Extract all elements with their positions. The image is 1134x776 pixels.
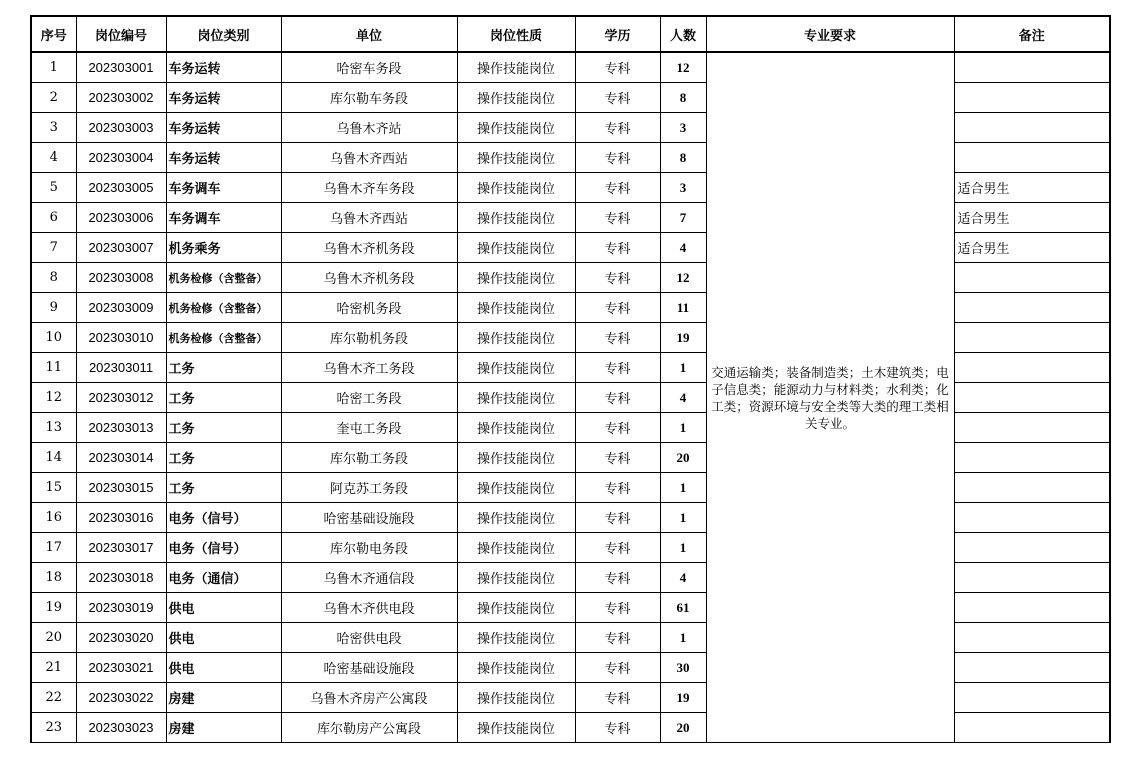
cell-seq: 4: [31, 143, 76, 173]
cell-count: 1: [660, 503, 706, 533]
cell-unit: 库尔勒电务段: [281, 533, 457, 563]
cell-remark: [954, 383, 1110, 413]
cell-count: 1: [660, 623, 706, 653]
cell-education: 专科: [575, 263, 660, 293]
cell-remark: [954, 113, 1110, 143]
cell-seq: 7: [31, 233, 76, 263]
header-unit: 单位: [281, 16, 457, 52]
cell-code: 202303007: [76, 233, 166, 263]
cell-remark: [954, 83, 1110, 113]
cell-category: 机务检修（含整备）: [166, 323, 281, 353]
cell-code: 202303021: [76, 653, 166, 683]
cell-remark: 适合男生: [954, 173, 1110, 203]
cell-nature: 操作技能岗位: [457, 323, 575, 353]
cell-count: 7: [660, 203, 706, 233]
cell-remark: [954, 443, 1110, 473]
cell-code: 202303013: [76, 413, 166, 443]
cell-seq: 19: [31, 593, 76, 623]
cell-seq: 1: [31, 52, 76, 83]
cell-category: 供电: [166, 623, 281, 653]
cell-unit: 乌鲁木齐西站: [281, 203, 457, 233]
cell-code: 202303006: [76, 203, 166, 233]
cell-unit: 库尔勒车务段: [281, 83, 457, 113]
cell-count: 8: [660, 143, 706, 173]
cell-count: 12: [660, 263, 706, 293]
cell-seq: 16: [31, 503, 76, 533]
header-major: 专业要求: [706, 16, 954, 52]
cell-count: 4: [660, 233, 706, 263]
cell-code: 202303020: [76, 623, 166, 653]
cell-count: 19: [660, 323, 706, 353]
cell-seq: 15: [31, 473, 76, 503]
cell-seq: 8: [31, 263, 76, 293]
cell-nature: 操作技能岗位: [457, 52, 575, 83]
cell-category: 车务运转: [166, 52, 281, 83]
cell-count: 1: [660, 353, 706, 383]
header-code: 岗位编号: [76, 16, 166, 52]
cell-count: 1: [660, 413, 706, 443]
cell-nature: 操作技能岗位: [457, 683, 575, 713]
cell-code: 202303009: [76, 293, 166, 323]
cell-remark: [954, 653, 1110, 683]
cell-code: 202303011: [76, 353, 166, 383]
cell-nature: 操作技能岗位: [457, 623, 575, 653]
table-row: [31, 52, 1110, 83]
cell-remark: [954, 713, 1110, 743]
cell-code: 202303016: [76, 503, 166, 533]
cell-category: 机务乘务: [166, 233, 281, 263]
cell-seq: 17: [31, 533, 76, 563]
cell-unit: 哈密工务段: [281, 383, 457, 413]
cell-unit: 乌鲁木齐站: [281, 113, 457, 143]
cell-code: 202303023: [76, 713, 166, 743]
table-body: [31, 52, 1110, 743]
cell-education: 专科: [575, 113, 660, 143]
cell-nature: 操作技能岗位: [457, 143, 575, 173]
cell-count: 4: [660, 563, 706, 593]
cell-education: 专科: [575, 683, 660, 713]
header-count: 人数: [660, 16, 706, 52]
cell-nature: 操作技能岗位: [457, 473, 575, 503]
cell-seq: 14: [31, 443, 76, 473]
cell-nature: 操作技能岗位: [457, 383, 575, 413]
cell-code: 202303018: [76, 563, 166, 593]
cell-nature: 操作技能岗位: [457, 533, 575, 563]
cell-nature: 操作技能岗位: [457, 413, 575, 443]
cell-category: 房建: [166, 713, 281, 743]
cell-seq: 22: [31, 683, 76, 713]
cell-nature: 操作技能岗位: [457, 263, 575, 293]
cell-count: 3: [660, 113, 706, 143]
cell-education: 专科: [575, 443, 660, 473]
header-remark: 备注: [954, 16, 1110, 52]
header-category: 岗位类别: [166, 16, 281, 52]
cell-nature: 操作技能岗位: [457, 83, 575, 113]
cell-unit: 乌鲁木齐供电段: [281, 593, 457, 623]
positions-table: [30, 15, 1111, 743]
cell-code: 202303015: [76, 473, 166, 503]
cell-count: 11: [660, 293, 706, 323]
header-seq: 序号: [31, 16, 76, 52]
cell-category: 工务: [166, 473, 281, 503]
cell-education: 专科: [575, 233, 660, 263]
cell-remark: [954, 353, 1110, 383]
cell-seq: 23: [31, 713, 76, 743]
cell-education: 专科: [575, 293, 660, 323]
cell-category: 电务（通信）: [166, 563, 281, 593]
cell-education: 专科: [575, 473, 660, 503]
cell-nature: 操作技能岗位: [457, 353, 575, 383]
cell-education: 专科: [575, 83, 660, 113]
cell-seq: 3: [31, 113, 76, 143]
cell-education: 专科: [575, 713, 660, 743]
cell-remark: [954, 52, 1110, 83]
cell-education: 专科: [575, 593, 660, 623]
cell-remark: [954, 263, 1110, 293]
cell-code: 202303002: [76, 83, 166, 113]
cell-major-requirement: 交通运输类；装备制造类；土木建筑类；电子信息类；能源动力与材料类；水利类；化工类；资源环境与安全类等大类的理工类相关专业。: [706, 52, 954, 743]
cell-education: 专科: [575, 413, 660, 443]
cell-unit: 哈密供电段: [281, 623, 457, 653]
cell-count: 12: [660, 52, 706, 83]
cell-education: 专科: [575, 203, 660, 233]
cell-remark: [954, 413, 1110, 443]
cell-remark: [954, 143, 1110, 173]
cell-seq: 13: [31, 413, 76, 443]
cell-education: 专科: [575, 383, 660, 413]
cell-nature: 操作技能岗位: [457, 443, 575, 473]
cell-count: 8: [660, 83, 706, 113]
cell-education: 专科: [575, 173, 660, 203]
cell-remark: [954, 293, 1110, 323]
cell-unit: 乌鲁木齐西站: [281, 143, 457, 173]
cell-count: 1: [660, 473, 706, 503]
cell-education: 专科: [575, 323, 660, 353]
cell-category: 车务调车: [166, 203, 281, 233]
cell-count: 3: [660, 173, 706, 203]
cell-education: 专科: [575, 533, 660, 563]
cell-unit: 阿克苏工务段: [281, 473, 457, 503]
cell-count: 1: [660, 533, 706, 563]
cell-nature: 操作技能岗位: [457, 173, 575, 203]
cell-nature: 操作技能岗位: [457, 503, 575, 533]
cell-category: 供电: [166, 593, 281, 623]
cell-remark: [954, 323, 1110, 353]
cell-education: 专科: [575, 503, 660, 533]
cell-category: 电务（信号）: [166, 503, 281, 533]
cell-remark: 适合男生: [954, 203, 1110, 233]
cell-seq: 21: [31, 653, 76, 683]
cell-education: 专科: [575, 143, 660, 173]
cell-code: 202303022: [76, 683, 166, 713]
cell-code: 202303001: [76, 52, 166, 83]
cell-unit: 哈密基础设施段: [281, 653, 457, 683]
cell-unit: 乌鲁木齐车务段: [281, 173, 457, 203]
cell-count: 19: [660, 683, 706, 713]
cell-remark: [954, 473, 1110, 503]
cell-count: 4: [660, 383, 706, 413]
cell-count: 20: [660, 713, 706, 743]
cell-seq: 2: [31, 83, 76, 113]
cell-code: 202303003: [76, 113, 166, 143]
cell-unit: 哈密机务段: [281, 293, 457, 323]
cell-code: 202303010: [76, 323, 166, 353]
cell-education: 专科: [575, 353, 660, 383]
cell-unit: 乌鲁木齐机务段: [281, 263, 457, 293]
cell-seq: 20: [31, 623, 76, 653]
cell-unit: 哈密基础设施段: [281, 503, 457, 533]
cell-code: 202303019: [76, 593, 166, 623]
cell-count: 20: [660, 443, 706, 473]
cell-education: 专科: [575, 623, 660, 653]
cell-nature: 操作技能岗位: [457, 113, 575, 143]
cell-code: 202303017: [76, 533, 166, 563]
cell-count: 61: [660, 593, 706, 623]
cell-code: 202303014: [76, 443, 166, 473]
cell-seq: 5: [31, 173, 76, 203]
cell-seq: 18: [31, 563, 76, 593]
cell-category: 工务: [166, 413, 281, 443]
cell-unit: 库尔勒房产公寓段: [281, 713, 457, 743]
cell-nature: 操作技能岗位: [457, 203, 575, 233]
cell-category: 机务检修（含整备）: [166, 293, 281, 323]
cell-nature: 操作技能岗位: [457, 713, 575, 743]
cell-remark: [954, 533, 1110, 563]
cell-count: 30: [660, 653, 706, 683]
cell-category: 工务: [166, 353, 281, 383]
cell-category: 车务运转: [166, 143, 281, 173]
cell-remark: [954, 683, 1110, 713]
cell-unit: 库尔勒机务段: [281, 323, 457, 353]
cell-unit: 乌鲁木齐房产公寓段: [281, 683, 457, 713]
cell-education: 专科: [575, 563, 660, 593]
cell-category: 工务: [166, 443, 281, 473]
cell-nature: 操作技能岗位: [457, 563, 575, 593]
cell-category: 工务: [166, 383, 281, 413]
header-education: 学历: [575, 16, 660, 52]
cell-seq: 6: [31, 203, 76, 233]
cell-code: 202303004: [76, 143, 166, 173]
cell-nature: 操作技能岗位: [457, 593, 575, 623]
cell-category: 机务检修（含整备）: [166, 263, 281, 293]
cell-education: 专科: [575, 653, 660, 683]
cell-code: 202303005: [76, 173, 166, 203]
cell-code: 202303008: [76, 263, 166, 293]
cell-unit: 库尔勒工务段: [281, 443, 457, 473]
cell-education: 专科: [575, 52, 660, 83]
cell-code: 202303012: [76, 383, 166, 413]
cell-remark: [954, 623, 1110, 653]
cell-unit: 奎屯工务段: [281, 413, 457, 443]
cell-seq: 11: [31, 353, 76, 383]
cell-seq: 12: [31, 383, 76, 413]
cell-unit: 乌鲁木齐通信段: [281, 563, 457, 593]
cell-category: 车务运转: [166, 113, 281, 143]
header-nature: 岗位性质: [457, 16, 575, 52]
cell-nature: 操作技能岗位: [457, 233, 575, 263]
cell-unit: 哈密车务段: [281, 52, 457, 83]
cell-nature: 操作技能岗位: [457, 293, 575, 323]
cell-category: 车务运转: [166, 83, 281, 113]
cell-category: 供电: [166, 653, 281, 683]
cell-category: 电务（信号）: [166, 533, 281, 563]
cell-nature: 操作技能岗位: [457, 653, 575, 683]
cell-remark: 适合男生: [954, 233, 1110, 263]
cell-category: 房建: [166, 683, 281, 713]
header-row: [31, 16, 1110, 52]
cell-seq: 10: [31, 323, 76, 353]
cell-remark: [954, 593, 1110, 623]
cell-unit: 乌鲁木齐机务段: [281, 233, 457, 263]
cell-remark: [954, 563, 1110, 593]
cell-unit: 乌鲁木齐工务段: [281, 353, 457, 383]
cell-category: 车务调车: [166, 173, 281, 203]
cell-remark: [954, 503, 1110, 533]
cell-seq: 9: [31, 293, 76, 323]
